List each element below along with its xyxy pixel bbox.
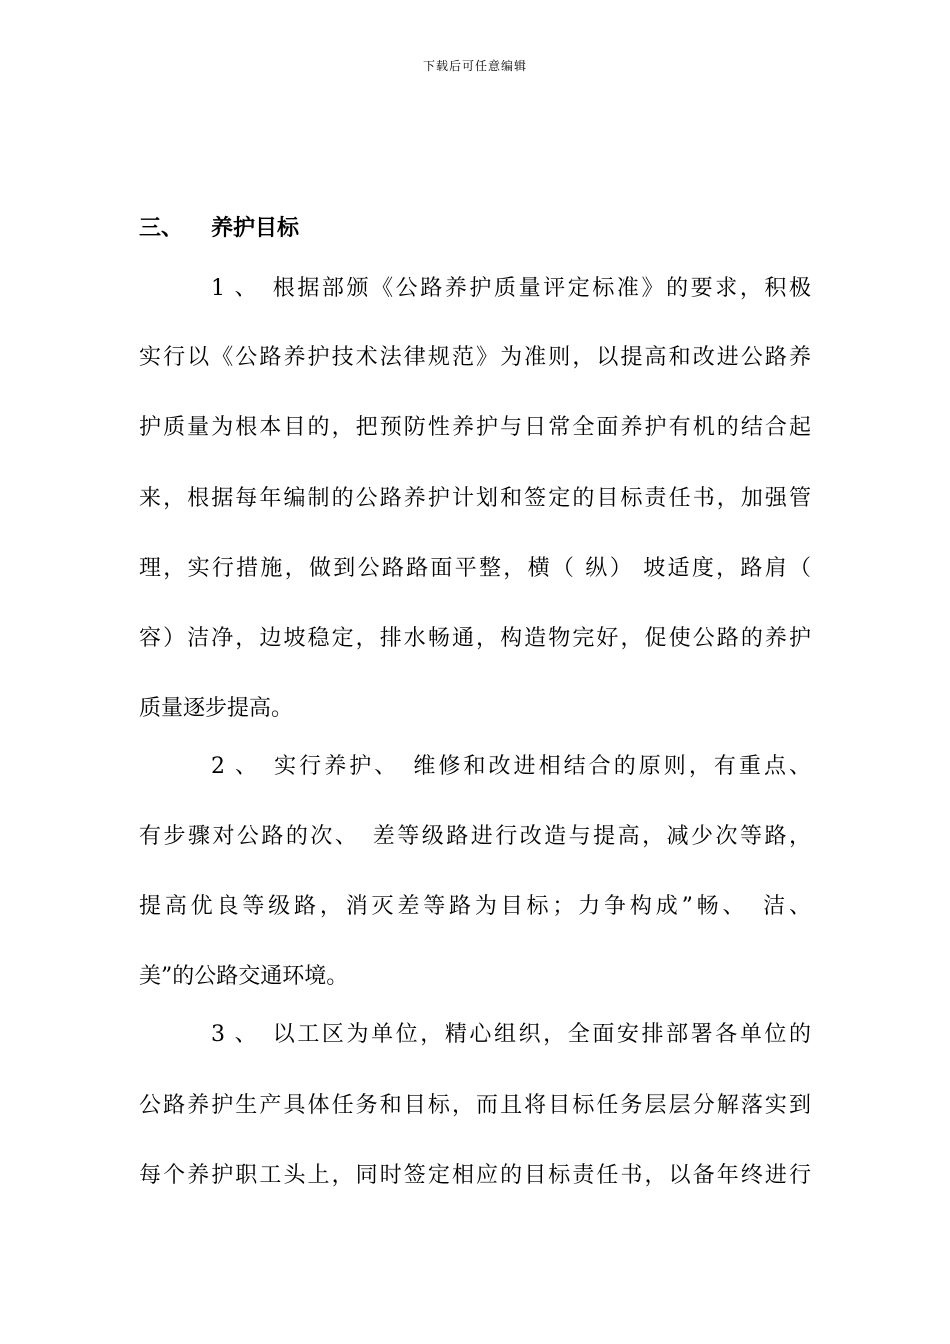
paragraph-2-line-3: 提高优良等级路，消灭差等路为目标；力争构成”畅、 洁、	[139, 894, 811, 919]
paragraph-3-line-1: 3 、 以工区为单位，精心组织，全面安排部署各单位的	[211, 1022, 811, 1047]
paragraph-3-line-3: 每个养护职工头上，同时签定相应的目标责任书，以备年终进行	[139, 1163, 811, 1188]
paragraph-1-line-3: 护质量为根本目的，把预防性养护与日常全面养护有机的结合起	[139, 415, 811, 440]
paragraph-1-line-6: 容）洁净，边坡稳定，排水畅通，构造物完好，促使公路的养护	[139, 626, 811, 651]
paragraph-1-line-1: 1 、 根据部颁《公路养护质量评定标准》的要求，积极	[211, 276, 811, 301]
paragraph-1-line-5: 理，实行措施，做到公路路面平整，横（ 纵） 坡适度，路肩（	[139, 556, 811, 581]
page-header-note: 下载后可任意编辑	[422, 59, 527, 73]
paragraph-2-line-4: 美”的公路交通环境。	[139, 964, 349, 989]
paragraph-1-line-2: 实行以《公路养护技术法律规范》为准则，以提高和改进公路养	[139, 345, 811, 370]
paragraph-2-line-2: 有步骤对公路的次、 差等级路进行改造与提高，减少次等路，	[139, 824, 811, 849]
paragraph-1-line-4: 来，根据每年编制的公路养护计划和签定的目标责任书，加强管	[139, 486, 811, 511]
paragraph-1-line-7: 质量逐步提高。	[139, 696, 294, 721]
section-heading	[139, 214, 299, 244]
section-title: 养护目标	[211, 216, 300, 241]
paragraph-2-line-1: 2 、 实行养护、 维修和改进相结合的原则，有重点、	[211, 754, 811, 779]
paragraph-3-line-2: 公路养护生产具体任务和目标，而且将目标任务层层分解落实到	[139, 1093, 811, 1118]
section-number: 三、	[139, 216, 184, 241]
